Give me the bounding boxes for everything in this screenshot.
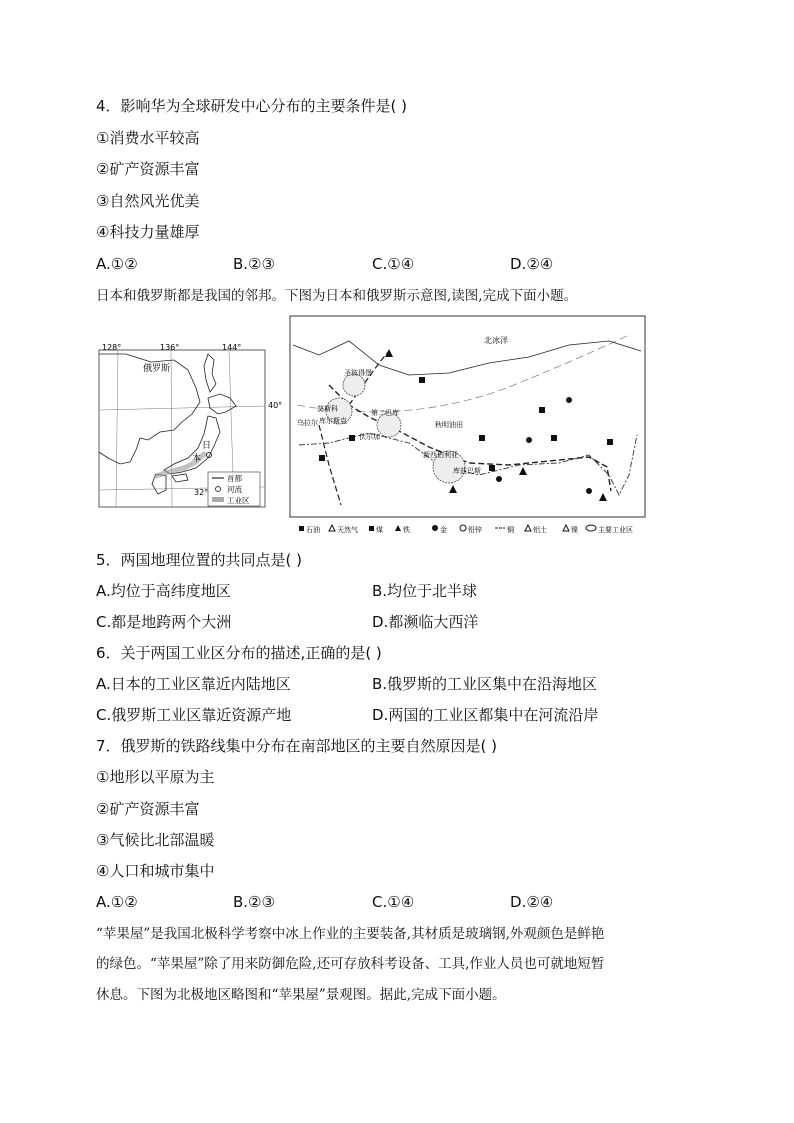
place-tyumen: 秋明油田 bbox=[435, 421, 463, 429]
q6-stem: 6．关于两国工业区分布的描述,正确的是( ) bbox=[96, 644, 382, 662]
legend-industrial-zone: 主要工业区 bbox=[598, 526, 633, 534]
legend-lead-zinc: 铅锌 bbox=[468, 526, 482, 534]
q5-option-a[interactable]: A.均位于高纬度地区 bbox=[96, 582, 231, 600]
russia-map bbox=[289, 315, 646, 535]
industrial-zone-spb bbox=[343, 374, 365, 396]
russia-legend bbox=[299, 525, 633, 534]
legend-oil: 石油 bbox=[306, 526, 320, 534]
q6-option-b[interactable]: B.俄罗斯的工业区集中在沿海地区 bbox=[372, 675, 598, 693]
q7-option-d[interactable]: D.②④ bbox=[510, 893, 554, 911]
q7-item-2: ②矿产资源丰富 bbox=[96, 800, 200, 818]
q7-item-3: ③气候比北部温暖 bbox=[96, 831, 215, 849]
legend-bauxite: 铝土 bbox=[533, 526, 547, 534]
q4-option-a[interactable]: A.①② bbox=[96, 255, 138, 273]
place-kuzbass: 库兹巴斯 bbox=[453, 467, 481, 475]
q4-option-c[interactable]: C.①④ bbox=[372, 255, 415, 273]
japan-map bbox=[96, 340, 283, 510]
q6-option-a[interactable]: A.日本的工业区靠近内陆地区 bbox=[96, 675, 291, 693]
q4-item-1: ①消费水平较高 bbox=[96, 129, 200, 147]
q4-item-4: ④科技力量雄厚 bbox=[96, 223, 200, 241]
q6-option-c[interactable]: C.俄罗斯工业区靠近资源产地 bbox=[96, 706, 292, 724]
q7-item-4: ④人口和城市集中 bbox=[96, 862, 215, 880]
legend-gas: 天然气 bbox=[337, 526, 358, 534]
arctic-ocean-label: 北冰洋 bbox=[484, 336, 508, 345]
japan-char-1: 日 bbox=[202, 441, 212, 451]
q7-option-b[interactable]: B.②③ bbox=[233, 893, 275, 911]
q4-option-b[interactable]: B.②③ bbox=[233, 255, 275, 273]
place-ural: 乌拉尔 bbox=[297, 419, 318, 427]
q7-option-a[interactable]: A.①② bbox=[96, 893, 138, 911]
russia-label: 俄罗斯 bbox=[143, 364, 171, 374]
intro-paragraph-1: 日本和俄罗斯都是我国的邻邦。下图为日本和俄罗斯示意图,读图,完成下面小题。 bbox=[96, 288, 578, 304]
q4-stem: 4．影响华为全球研发中心分布的主要条件是( ) bbox=[96, 97, 408, 115]
lon-label-128: 128° bbox=[102, 343, 122, 352]
legend-gold: 金 bbox=[440, 526, 447, 534]
industrial-zone-icon bbox=[212, 497, 224, 502]
place-second-baku: 第二巴库 bbox=[371, 409, 399, 417]
q7-option-c[interactable]: C.①④ bbox=[372, 893, 415, 911]
legend-river: 河流 bbox=[227, 485, 242, 494]
legend-capital: 首都 bbox=[227, 474, 242, 483]
lat-label-32: 32° bbox=[194, 488, 209, 497]
intro-paragraph-2-line-1: “苹果屋”是我国北极科学考察中冰上作业的主要装备,其材质是玻璃钢,外观颜色是鲜艳 bbox=[96, 926, 605, 942]
q4-item-3: ③自然风光优美 bbox=[96, 192, 200, 210]
q6-option-d[interactable]: D.两国的工业区都集中在河流沿岸 bbox=[372, 706, 599, 724]
place-moscow: 莫斯科 bbox=[317, 405, 338, 413]
japan-char-2: 本 bbox=[192, 454, 202, 464]
q5-stem: 5．两国地理位置的共同点是( ) bbox=[96, 551, 303, 569]
place-novosibirsk: 新西伯利亚 bbox=[423, 451, 458, 459]
legend-nickel: 镍 bbox=[571, 526, 578, 534]
q4-item-2: ②矿产资源丰富 bbox=[96, 160, 200, 178]
q7-item-1: ①地形以平原为主 bbox=[96, 768, 215, 786]
q5-option-d[interactable]: D.都濒临大西洋 bbox=[372, 613, 479, 631]
q7-stem: 7．俄罗斯的铁路线集中分布在南部地区的主要自然原因是( ) bbox=[96, 737, 498, 755]
q5-option-b[interactable]: B.均位于北半球 bbox=[372, 582, 478, 600]
lon-label-144: 144° bbox=[222, 343, 242, 352]
legend-copper: 铜 bbox=[507, 526, 514, 534]
lat-label-40: 40° bbox=[268, 401, 283, 410]
intro-paragraph-2-line-2: 的绿色。“苹果屋”除了用来防御危险,还可存放科考设备、工具,作业人员也可就地短暂 bbox=[96, 956, 605, 972]
intro-paragraph-2-line-3: 休息。下图为北极地区略图和“苹果屋”景观图。据此,完成下面小题。 bbox=[96, 987, 506, 1003]
legend-coal: 煤 bbox=[376, 526, 383, 534]
place-spb: 圣彼得堡 bbox=[344, 369, 372, 377]
place-kursk: 库尔斯克 bbox=[319, 417, 347, 425]
place-volga: 伏尔加 bbox=[359, 433, 380, 441]
legend-iron: 铁 bbox=[403, 526, 410, 534]
legend-industrial: 工业区 bbox=[227, 496, 250, 505]
q5-option-c[interactable]: C.都是地跨两个大洲 bbox=[96, 613, 232, 631]
lon-label-136: 136° bbox=[160, 343, 180, 352]
q4-option-d[interactable]: D.②④ bbox=[510, 255, 554, 273]
